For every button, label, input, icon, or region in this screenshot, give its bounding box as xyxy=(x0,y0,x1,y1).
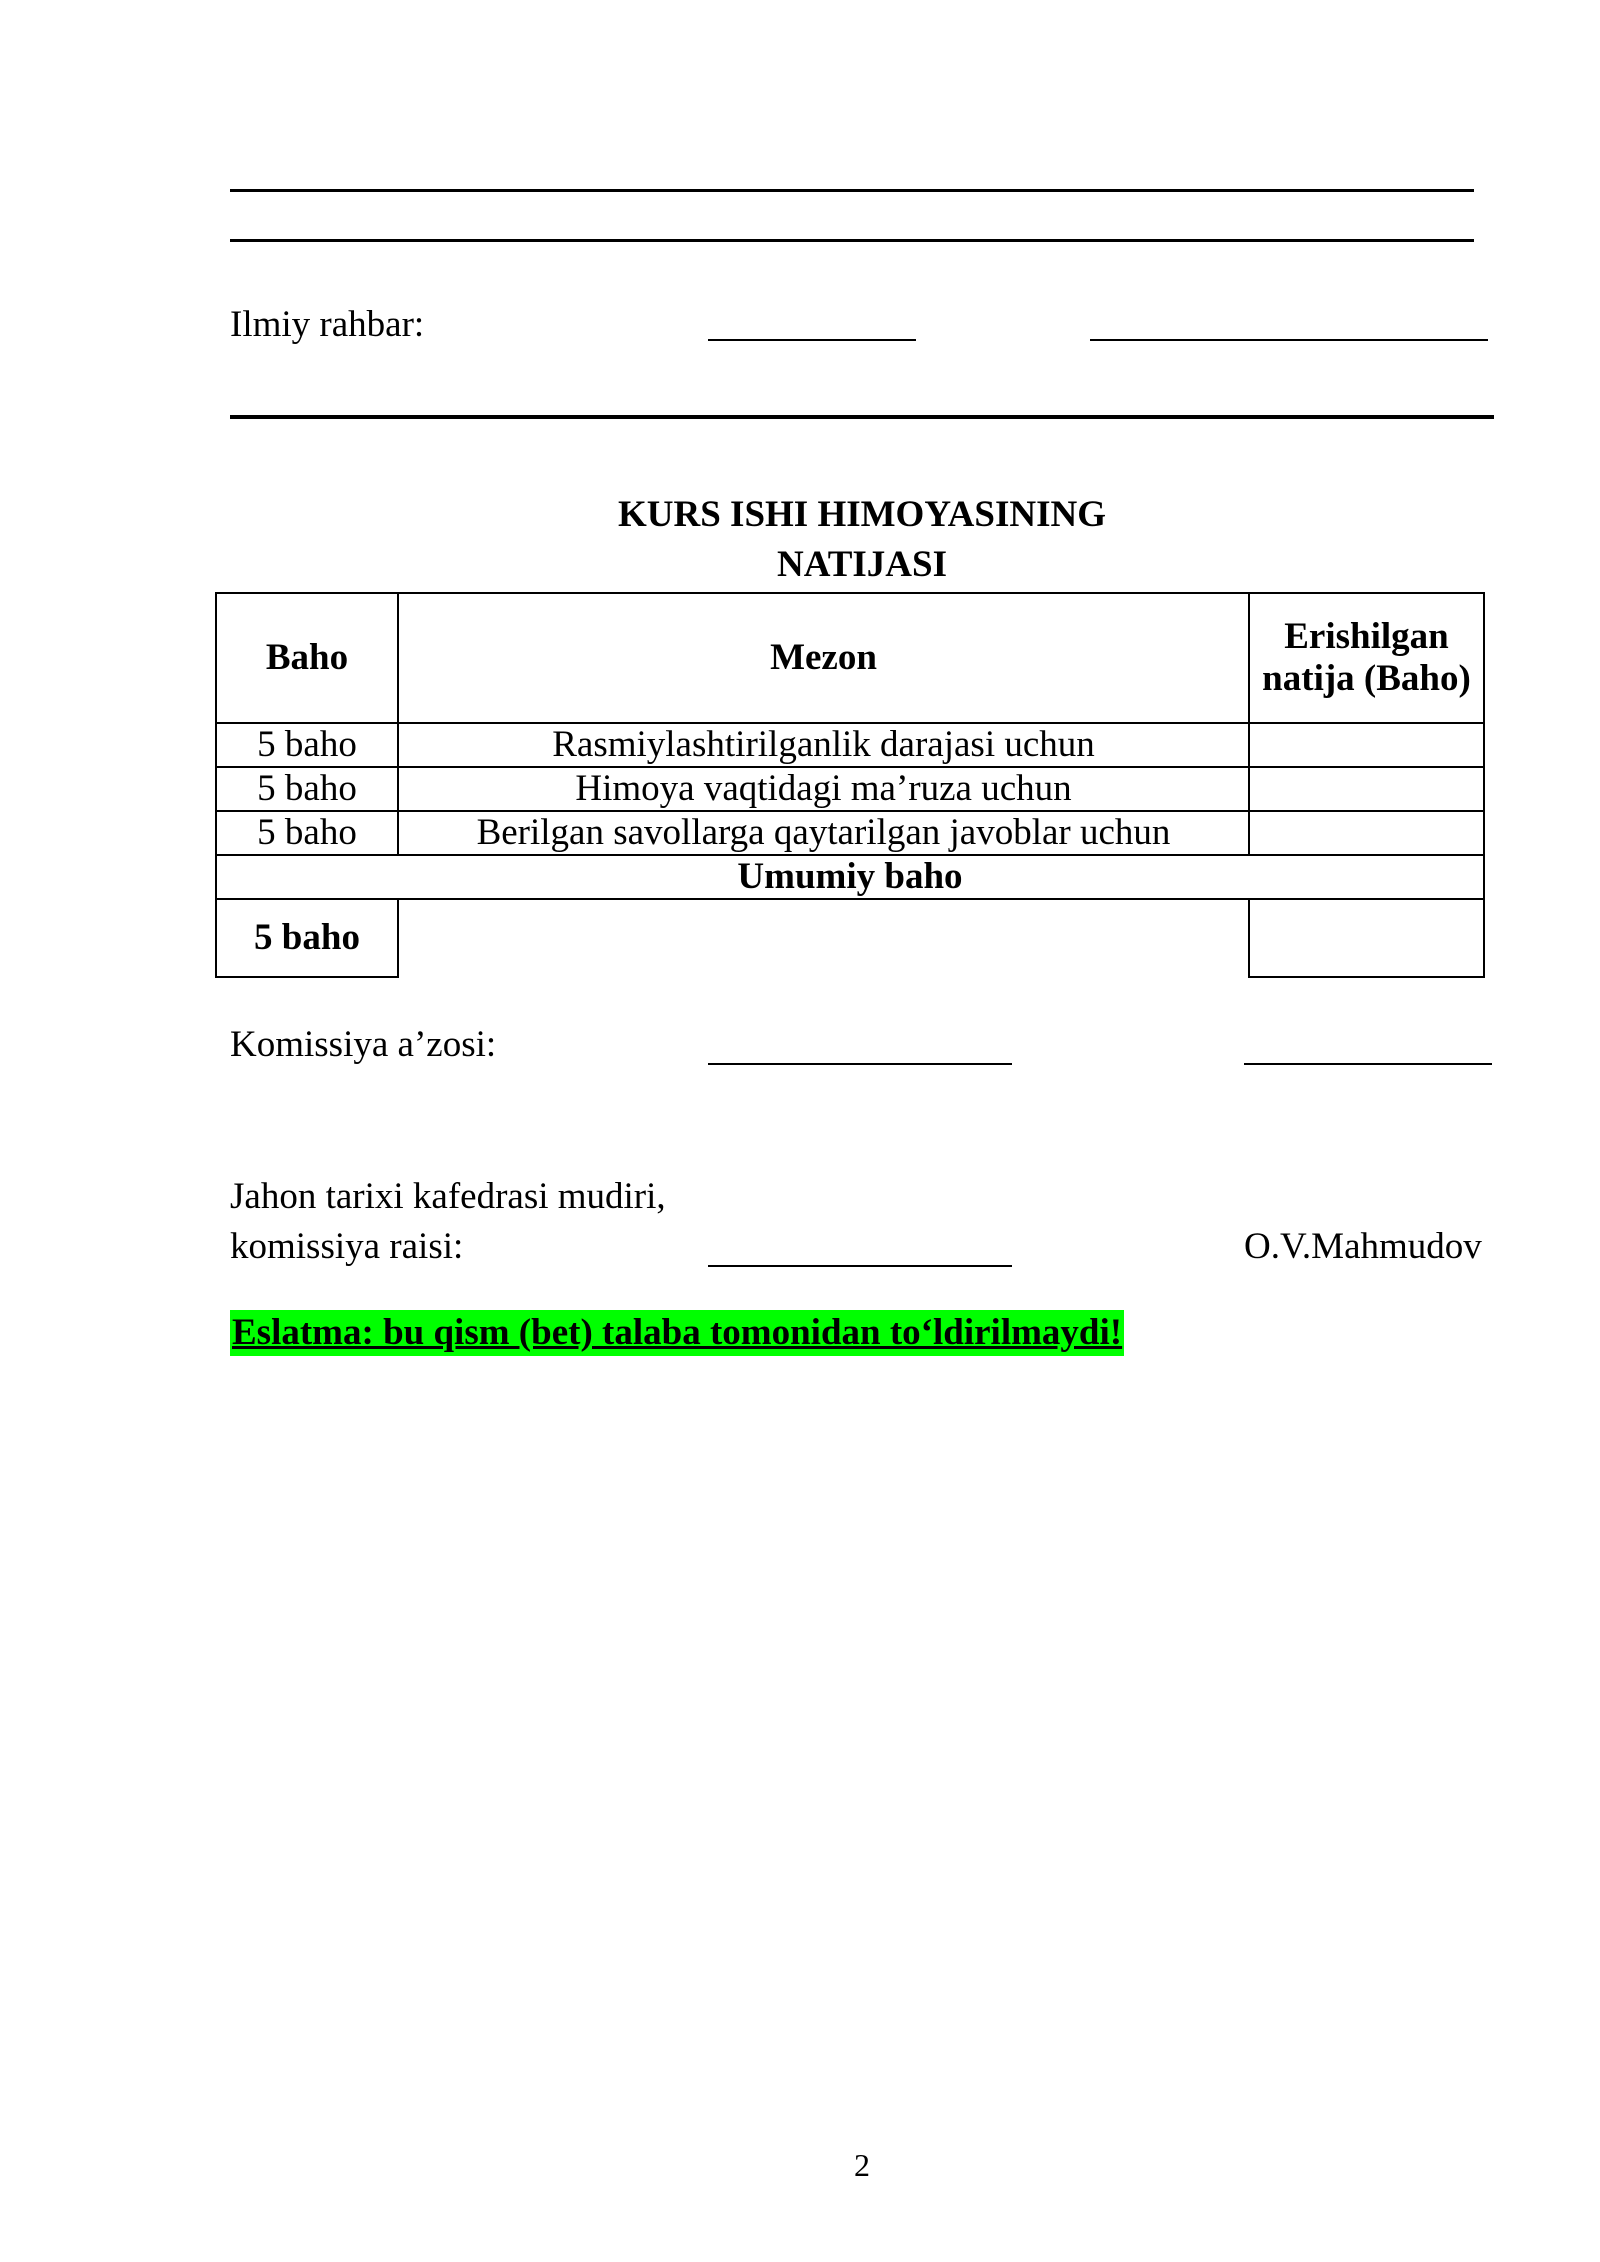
row-result-cell[interactable] xyxy=(1249,723,1484,767)
supervisor-label: Ilmiy rahbar: xyxy=(230,304,425,345)
member-signature-line[interactable] xyxy=(708,1063,1012,1065)
total-empty-cell xyxy=(398,899,1249,977)
row-criterion: Rasmiylashtirilganlik darajasi uchun xyxy=(398,723,1249,767)
section-title-line1: KURS ISHI HIMOYASINING xyxy=(618,494,1106,535)
row-result-cell[interactable] xyxy=(1249,767,1484,811)
table-header-row xyxy=(216,593,1484,723)
row-criterion: Berilgan savollarga qaytarilgan javoblar uchun xyxy=(398,811,1249,855)
table-row xyxy=(216,723,1484,767)
note-highlight: Eslatma: bu qism (bet) talaba tomonidan to‘ldirilmaydi! xyxy=(230,1310,1124,1356)
supervisor-name-line[interactable] xyxy=(1090,339,1488,341)
separator-line xyxy=(230,415,1494,419)
row-result-cell[interactable] xyxy=(1249,811,1484,855)
supervisor-signature-line[interactable] xyxy=(708,339,916,341)
head-label-line1: Jahon tarixi kafedrasi mudiri, xyxy=(230,1176,666,1217)
table-row xyxy=(216,767,1484,811)
total-result-cell[interactable] xyxy=(1249,899,1484,977)
header-result: Erishilgan natija (Baho) xyxy=(1249,593,1484,723)
results-table xyxy=(215,592,1485,978)
page-number: 2 xyxy=(854,2147,870,2183)
row-grade: 5 baho xyxy=(216,767,398,811)
table-row xyxy=(216,811,1484,855)
head-signature-line[interactable] xyxy=(708,1265,1012,1267)
member-label: Komissiya a’zosi: xyxy=(230,1024,497,1065)
row-grade: 5 baho xyxy=(216,811,398,855)
total-label-row xyxy=(216,855,1484,899)
blank-line-1 xyxy=(230,189,1474,192)
header-criterion: Mezon xyxy=(398,593,1249,723)
total-row xyxy=(216,899,1484,977)
row-grade: 5 baho xyxy=(216,723,398,767)
section-title-line2: NATIJASI xyxy=(777,544,947,585)
member-name-line[interactable] xyxy=(1244,1063,1492,1065)
blank-line-2 xyxy=(230,239,1474,242)
total-label: Umumiy baho xyxy=(216,855,1484,899)
header-grade: Baho xyxy=(216,593,398,723)
row-criterion: Himoya vaqtidagi ma’ruza uchun xyxy=(398,767,1249,811)
head-name: O.V.Mahmudov xyxy=(1244,1226,1482,1267)
head-label-line2: komissiya raisi: xyxy=(230,1226,464,1267)
total-grade: 5 baho xyxy=(216,899,398,977)
